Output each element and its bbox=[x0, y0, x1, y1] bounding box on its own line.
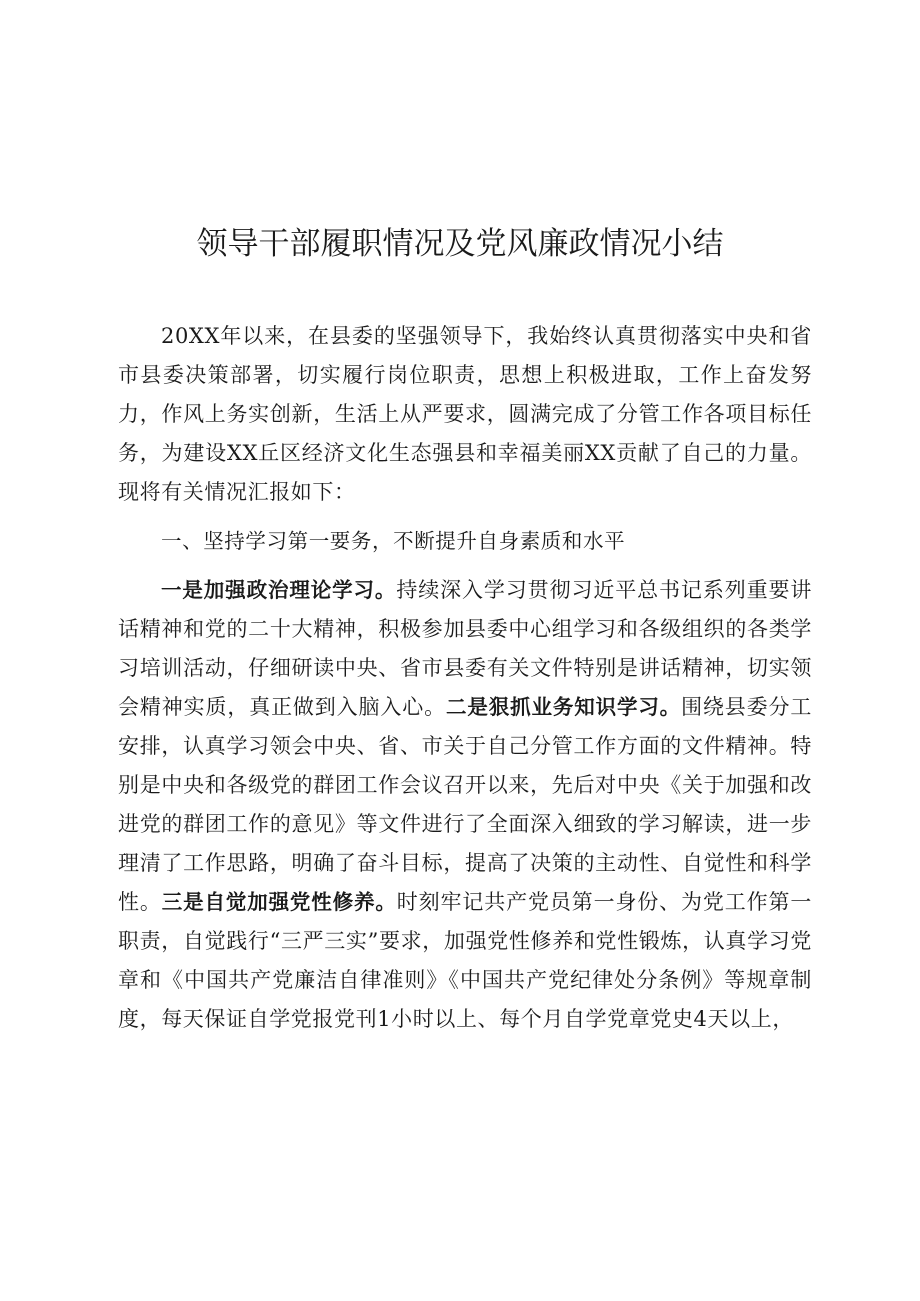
section-1-heading: 一、坚持学习第一要务，不断提升自身素质和水平 bbox=[161, 529, 626, 553]
document-title: 领导干部履职情况及党风廉政情况小结 bbox=[196, 226, 724, 262]
point-3-text: 时刻牢记共产党员第一身份、为党工作第一职责，自觉践行“三严三实”要求，加强党性修养和党性锻炼，认真学习党章和《中国共产党廉洁自律准则》《中国共产党纪律处分条例》等规章制度，每天保证自学党报党刊1小时以上、每个月自学党章党史4天以上， bbox=[118, 890, 812, 1031]
section-heading bbox=[118, 522, 812, 561]
point-1-text: 持续深入学习贯彻习近平总书记系列重要讲话精神和党的二十大精神，积极参加县委中心组学习和各级组织的各类学习培训活动，仔细研读中央、省市县委有关文件特别是讲话精神，切实领会精神实质，真正做到入脑入心。 bbox=[118, 578, 812, 719]
intro-paragraph: 20XX年以来，在县委的坚强领导下，我始终认真贯彻落实中央和省市县委决策部署，切实履行岗位职责，思想上积极进取，工作上奋发努力，作风上务实创新，生活上从严要求，圆满完成了分管工作各项目标任务，为建设XX丘区经济文化生态强县和幸福美丽XX贡献了自己的力量。现将有关情况汇报如下： bbox=[118, 324, 812, 504]
point-2-text: 围绕县委分工安排，认真学习领会中央、省、市关于自己分管工作方面的文件精神。特别是中央和各级党的群团工作会议召开以来，先后对中央《关于加强和改进党的群团工作的意见》等文件进行了全面深入细致的学习解读，进一步理清了工作思路，明确了奋斗目标，提高了决策的主动性、自觉性和科学性。 bbox=[118, 695, 812, 914]
point-2-lead: 二是狠抓业务知识学习。 bbox=[446, 695, 682, 719]
section-1-paragraph bbox=[118, 571, 812, 1039]
document-body bbox=[118, 317, 812, 1049]
point-1-lead: 一是加强政治理论学习。 bbox=[161, 578, 397, 602]
point-3-lead: 三是自觉加强党性修养。 bbox=[161, 890, 397, 914]
